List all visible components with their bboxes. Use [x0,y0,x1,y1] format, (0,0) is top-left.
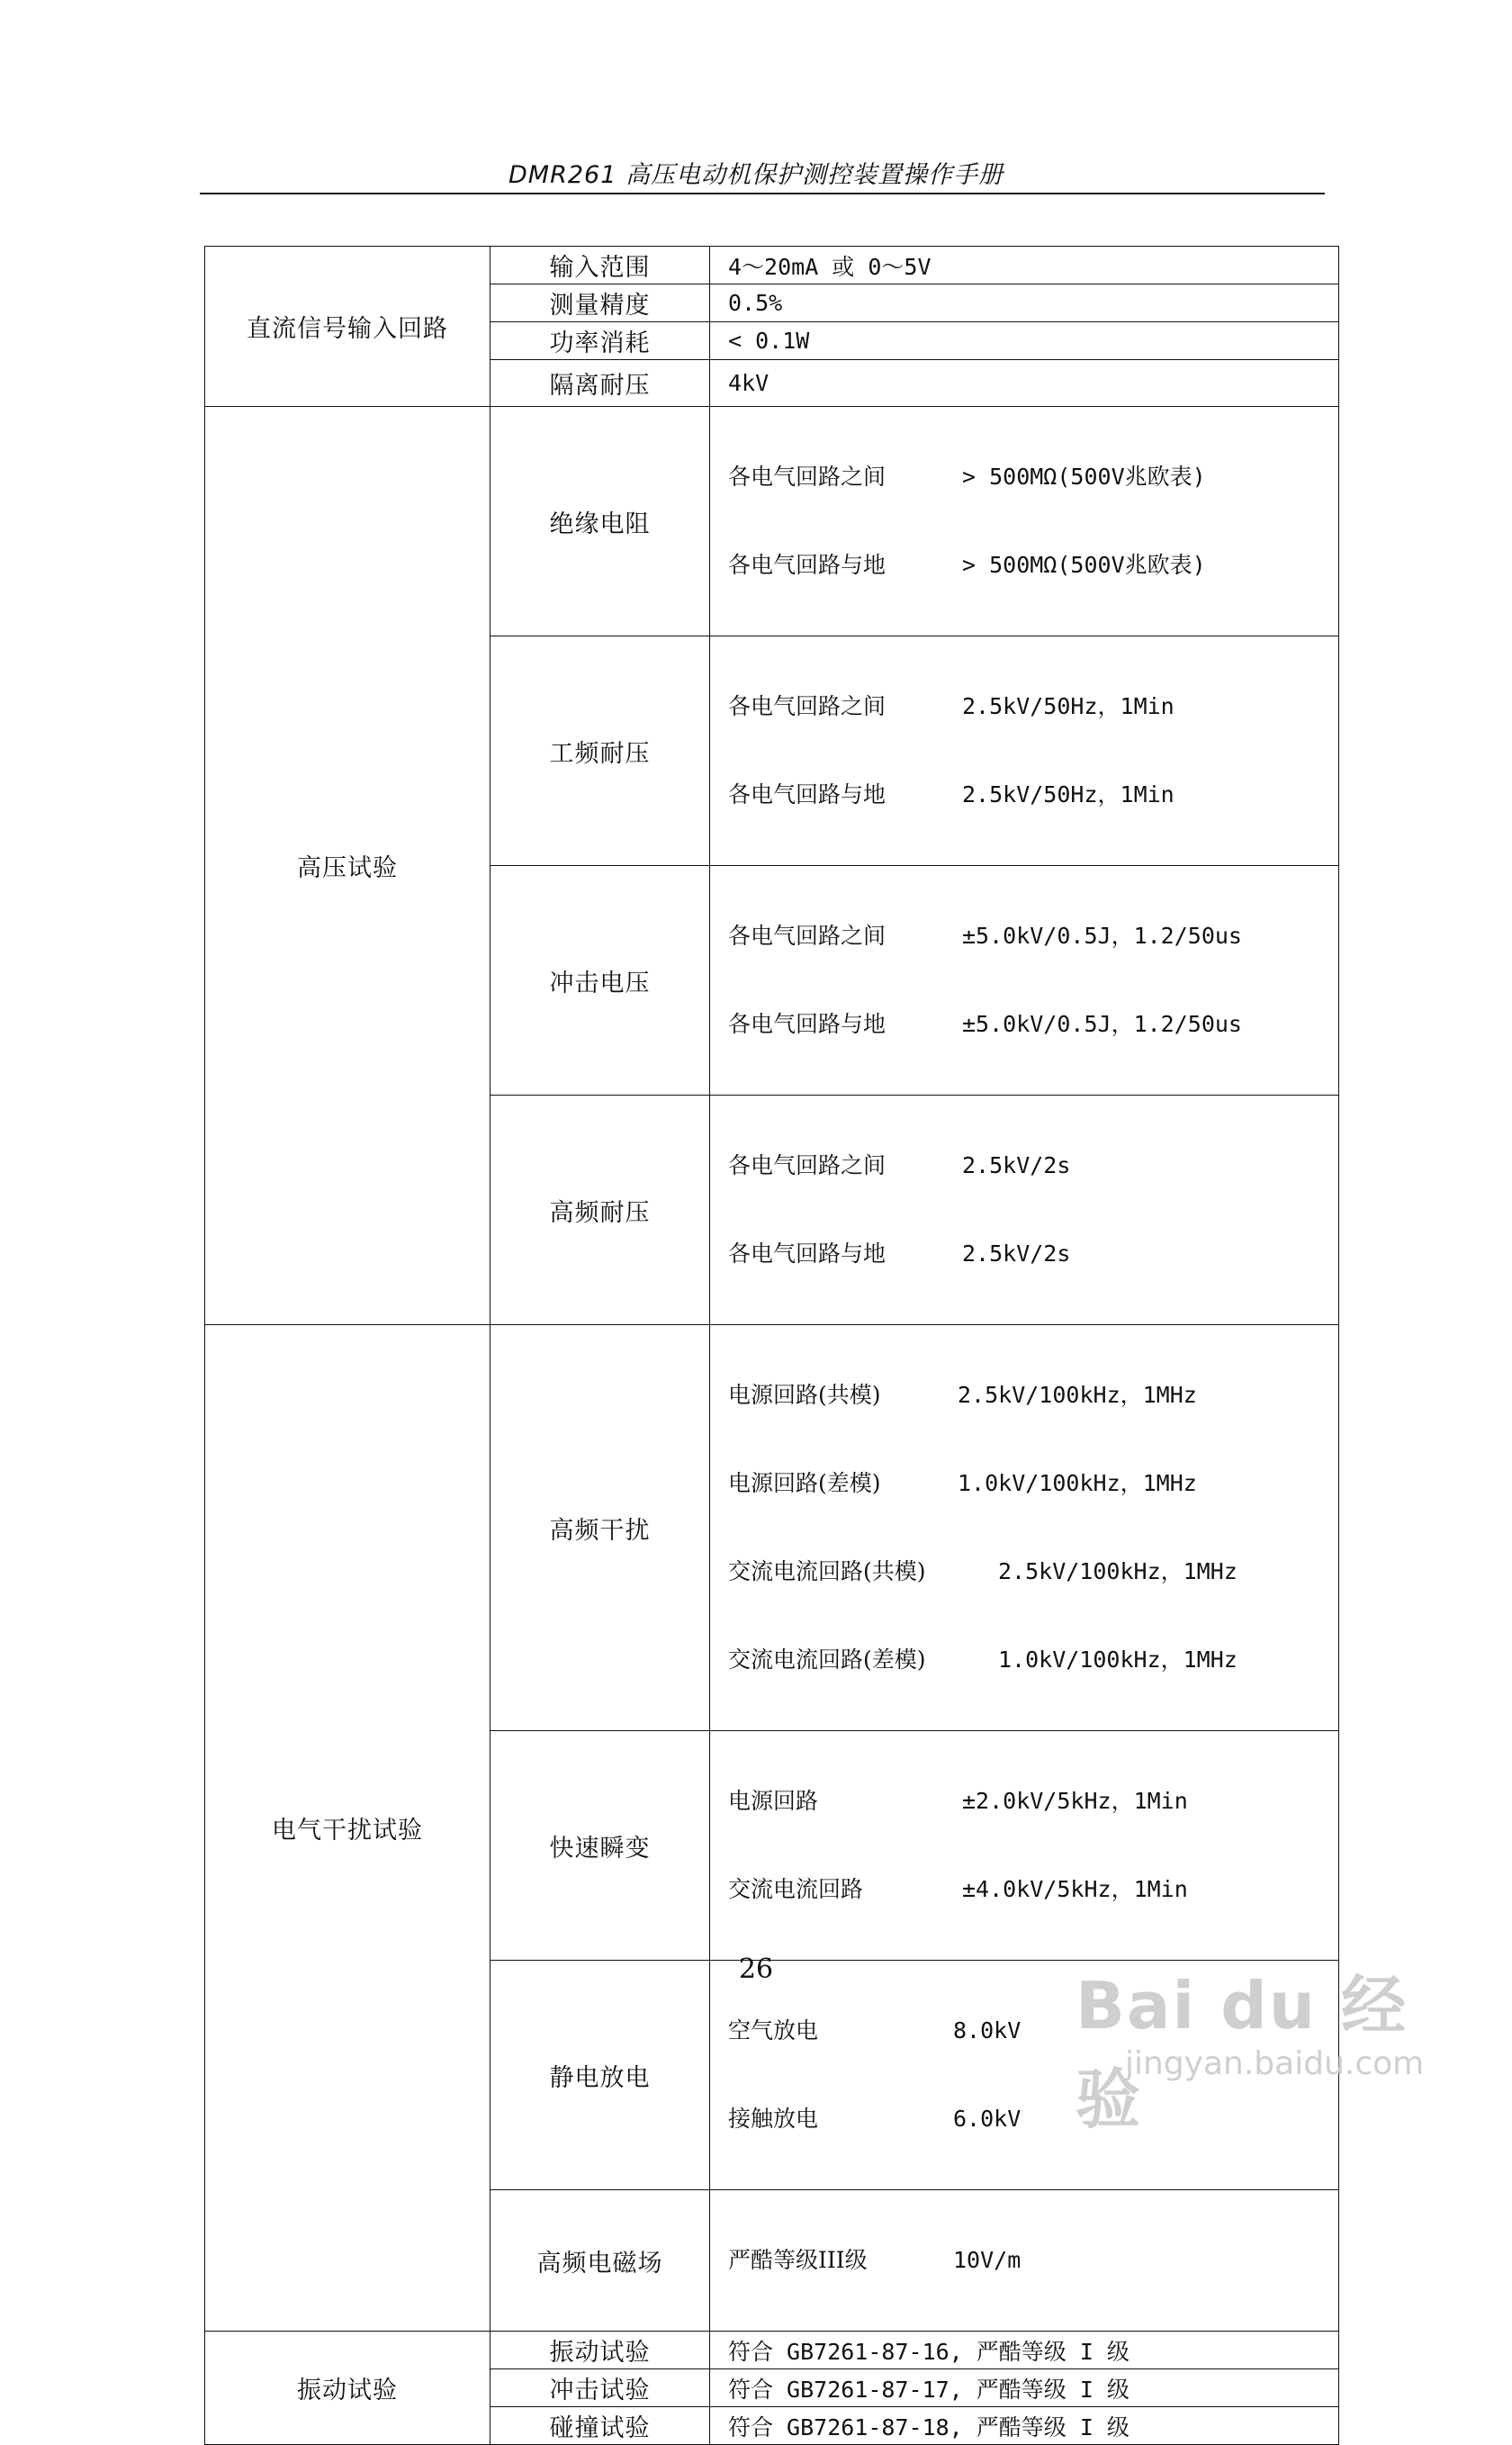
spec-line [728,689,1338,725]
spec-line [728,1236,1338,1272]
header-rule [200,193,1325,194]
spec-desc: 各电气回路与地 [728,1241,886,1267]
table-row [205,2332,1339,2369]
spec-desc: 电源回路(共模) [728,1382,881,1408]
spec-value: 2.5kV/2s [962,1152,1071,1178]
item-label: 快速瞬变 [490,1731,710,1961]
spec-line [728,1783,1338,1819]
spec-desc: 电源回路(差模) [728,1470,881,1496]
spec-line [728,1006,1338,1042]
spec-line [728,918,1338,954]
spec-desc: 交流电流回路(共模) [728,1558,926,1584]
item-label: 输入范围 [490,247,710,284]
item-value: 符合 GB7261-87-16, 严酷等级 I 级 [710,2332,1339,2369]
spec-desc: 交流电流回路(差模) [728,1647,926,1673]
item-value [710,407,1339,636]
item-value: 符合 GB7261-87-18, 严酷等级 I 级 [710,2407,1339,2445]
spec-desc: 严酷等级III级 [728,2247,868,2273]
spec-line [728,1466,1338,1502]
spec-value: ±5.0kV/0.5J，1.2/50us [962,1011,1242,1037]
category-high-voltage: 高压试验 [205,407,490,1325]
table-row [205,1325,1339,1731]
spec-value: ±4.0kV/5kHz，1Min [962,1876,1188,1902]
spec-desc: 各电气回路之间 [728,923,886,949]
item-value [710,866,1339,1096]
category-dc-input: 直流信号输入回路 [205,247,490,407]
item-value: 4kV [710,360,1339,407]
spec-value: 2.5kV/50Hz，1Min [962,693,1174,719]
item-label: 冲击电压 [490,866,710,1096]
spec-desc: 各电气回路之间 [728,1152,886,1178]
item-value [710,1325,1339,1731]
item-label: 绝缘电阻 [490,407,710,636]
spec-value: > 500MΩ(500V兆欧表) [962,464,1206,490]
table-row [205,247,1339,284]
spec-value: 1.0kV/100kHz，1MHz [998,1647,1238,1673]
spec-value: 2.5kV/50Hz，1Min [962,781,1174,807]
watermark-logo: Bai du 经验 [1076,1968,1408,2137]
spec-value: 10V/m [953,2247,1022,2273]
item-value [710,1731,1339,1961]
item-value [710,1096,1339,1325]
spec-desc: 各电气回路与地 [728,552,886,578]
spec-value: ±2.0kV/5kHz，1Min [962,1788,1188,1814]
spec-desc: 空气放电 [728,2017,819,2044]
item-value: < 0.1W [710,322,1339,360]
spec-line [728,1148,1338,1184]
spec-value: 2.5kV/2s [962,1241,1071,1267]
item-label: 隔离耐压 [490,360,710,407]
spec-value: > 500MΩ(500V兆欧表) [962,552,1206,578]
spec-line [728,2242,1338,2278]
page-number: 26 [738,1953,774,1985]
spec-value: 8.0kV [953,2017,1022,2044]
spec-value: 1.0kV/100kHz，1MHz [958,1470,1197,1496]
spec-line [728,1872,1338,1908]
spec-value: 2.5kV/100kHz，1MHz [958,1382,1197,1408]
spec-value: 6.0kV [953,2106,1022,2132]
watermark-url: jingyan.baidu.com [1125,2045,1425,2082]
category-emc: 电气干扰试验 [205,1325,490,2332]
item-label: 冲击试验 [490,2369,710,2407]
item-value: 符合 GB7261-87-17, 严酷等级 I 级 [710,2369,1339,2407]
category-vibration: 振动试验 [205,2332,490,2445]
spec-desc: 各电气回路与地 [728,781,886,807]
item-label: 工频耐压 [490,636,710,866]
item-label: 功率消耗 [490,322,710,360]
spec-line [728,777,1338,813]
item-label: 碰撞试验 [490,2407,710,2445]
item-label: 高频耐压 [490,1096,710,1325]
item-label: 高频电磁场 [490,2190,710,2332]
spec-desc: 接触放电 [728,2106,819,2132]
spec-value: 2.5kV/100kHz，1MHz [998,1558,1238,1584]
watermark [1076,1944,1454,2137]
table-row [205,407,1339,636]
spec-line [728,547,1338,583]
header-title: DMR261 高压电动机保护测控装置操作手册 [508,161,1004,189]
spec-value: ±5.0kV/0.5J，1.2/50us [962,923,1242,949]
spec-line [728,459,1338,495]
spec-desc: 各电气回路之间 [728,693,886,719]
item-value [710,636,1339,866]
spec-line [728,1642,1338,1678]
item-value: 0.5% [710,284,1339,322]
item-label: 测量精度 [490,284,710,322]
item-value: 4～20mA 或 0～5V [710,247,1339,284]
spec-desc: 交流电流回路 [728,1876,864,1902]
item-label: 高频干扰 [490,1325,710,1731]
item-label: 振动试验 [490,2332,710,2369]
item-label: 静电放电 [490,1961,710,2190]
item-value [710,2190,1339,2332]
spec-line [728,1377,1338,1413]
spec-desc: 各电气回路与地 [728,1011,886,1037]
spec-desc: 电源回路 [728,1788,819,1814]
spec-line [728,1554,1338,1590]
spec-desc: 各电气回路之间 [728,464,886,490]
